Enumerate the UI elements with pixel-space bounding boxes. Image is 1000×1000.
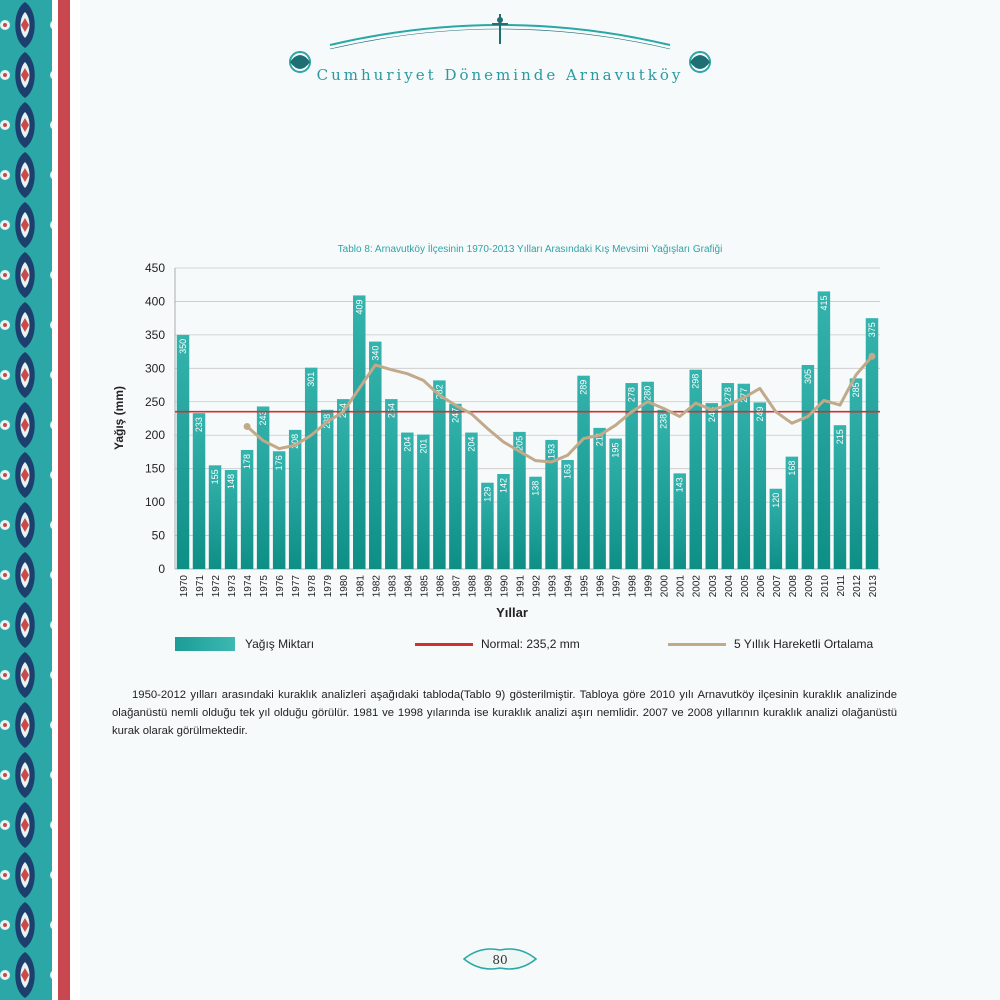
x-tick-label: 1990	[499, 575, 511, 598]
legend-moving-average	[668, 637, 873, 651]
page-number: 80	[492, 953, 508, 967]
bar-1981	[353, 295, 365, 569]
x-tick-label: 1981	[355, 575, 367, 598]
bar-value-label: 215	[834, 429, 845, 445]
bar-value-label: 238	[322, 413, 333, 429]
bar-value-label: 195	[610, 442, 621, 458]
bar-value-label: 415	[818, 295, 829, 311]
x-tick-label: 2009	[803, 575, 815, 598]
bar-value-label: 129	[482, 486, 493, 502]
y-axis-label: Yağış (mm)	[112, 385, 126, 451]
x-tick-label: 1989	[483, 575, 495, 598]
x-tick-label: 1984	[403, 575, 415, 598]
x-tick-label: 1992	[531, 575, 543, 598]
bar-value-label: 238	[658, 413, 669, 429]
legend-bar-label: Yağış Miktarı	[245, 637, 315, 651]
bar-value-label: 285	[850, 382, 861, 398]
bar-value-label: 168	[786, 460, 797, 476]
x-tick-label: 2001	[675, 575, 687, 598]
x-tick-label: 1970	[179, 575, 191, 598]
bar-1987	[449, 404, 461, 569]
bar-value-label: 289	[578, 379, 589, 395]
page-number-badge	[460, 944, 540, 974]
x-tick-label: 1971	[195, 575, 207, 598]
x-tick-label: 1991	[515, 575, 527, 598]
bar-value-label: 155	[210, 469, 221, 485]
y-tick-label: 250	[144, 394, 165, 409]
x-tick-label: 1999	[643, 575, 655, 598]
bar-value-label: 163	[562, 463, 573, 480]
x-tick-label: 1978	[307, 575, 319, 598]
bar-1975	[257, 406, 269, 569]
bar-value-label: 142	[498, 478, 509, 494]
legend-moving-average-label: 5 Yıllık Hareketli Ortalama	[734, 637, 874, 651]
bar-value-label: 148	[226, 474, 237, 490]
bar-1979	[321, 410, 333, 569]
x-tick-label: 2012	[851, 575, 863, 598]
y-tick-label: 300	[144, 361, 165, 376]
y-tick-label: 0	[158, 562, 165, 576]
x-tick-label: 1979	[323, 575, 335, 598]
x-tick-label: 2007	[771, 575, 783, 598]
legend-moving-average-swatch	[668, 643, 726, 646]
bar-value-label: 248	[706, 407, 717, 423]
x-tick-label: 1980	[339, 575, 351, 598]
header-title: Cumhuriyet Döneminde Arnavutköy	[316, 66, 684, 84]
bar-value-label: 350	[178, 338, 189, 354]
bar-value-label: 278	[626, 387, 637, 403]
bar-1986	[433, 380, 445, 569]
legend-bar-swatch	[175, 637, 235, 651]
x-tick-label: 1973	[227, 575, 239, 598]
bar-value-label: 301	[306, 371, 317, 387]
bar-1978	[305, 368, 317, 569]
bar-value-label: 298	[690, 373, 701, 389]
x-tick-label: 2000	[659, 575, 671, 598]
x-tick-label: 1985	[419, 575, 431, 598]
x-tick-label: 2003	[707, 575, 719, 598]
bar-value-label: 409	[354, 299, 365, 315]
bar-1977	[289, 430, 301, 569]
bar-value-label: 254	[338, 403, 349, 419]
bar-1988	[465, 433, 477, 569]
bar-value-label: 305	[802, 368, 813, 385]
bar-2000	[657, 410, 669, 569]
moving-average-start-dot	[244, 423, 251, 430]
x-tick-label: 1974	[243, 575, 255, 598]
bar-series	[177, 291, 878, 569]
x-tick-label: 1993	[547, 575, 559, 598]
bar-value-label: 120	[770, 492, 781, 508]
x-tick-label: 1995	[579, 575, 591, 598]
bar-2003	[706, 403, 718, 569]
x-tick-label: 1994	[563, 575, 575, 598]
bar-1970	[177, 335, 189, 569]
bar-value-label: 193	[546, 443, 557, 459]
y-axis-ticks	[145, 261, 165, 576]
x-tick-label: 2010	[819, 575, 831, 598]
bar-value-label: 211	[594, 431, 605, 447]
bar-value-label: 204	[466, 436, 477, 452]
legend-bar	[175, 637, 314, 651]
bar-1980	[337, 399, 349, 569]
x-tick-label: 1982	[371, 575, 383, 598]
x-axis-ticks	[179, 575, 879, 598]
bar-value-label: 375	[866, 322, 877, 338]
y-tick-label: 350	[144, 327, 165, 342]
bar-value-label: 138	[530, 480, 541, 496]
x-tick-label: 1976	[275, 575, 287, 598]
bar-value-label: 176	[274, 455, 285, 471]
bar-value-label: 143	[674, 477, 685, 493]
x-tick-label: 1975	[259, 575, 271, 598]
x-tick-label: 1972	[211, 575, 223, 598]
legend-normal	[415, 637, 580, 651]
bar-1984	[401, 433, 413, 569]
x-tick-label: 1987	[451, 575, 463, 598]
x-axis-label: Yıllar	[496, 605, 528, 620]
bar-value-label: 233	[194, 417, 205, 433]
y-tick-label: 200	[144, 428, 165, 443]
bar-value-label: 205	[514, 435, 525, 451]
moving-average-end-dot	[868, 353, 875, 360]
y-tick-label: 100	[144, 495, 165, 510]
x-tick-label: 2011	[835, 575, 847, 597]
bar-value-label: 282	[434, 384, 445, 400]
x-tick-label: 1977	[291, 575, 303, 598]
x-tick-label: 1998	[627, 575, 639, 598]
x-tick-label: 1988	[467, 575, 479, 598]
y-tick-label: 450	[144, 261, 165, 275]
legend-normal-label: Normal: 235,2 mm	[481, 637, 580, 651]
bar-2002	[689, 370, 701, 569]
x-tick-label: 2004	[723, 575, 735, 598]
bar-2009	[802, 365, 814, 569]
bar-1983	[385, 399, 397, 569]
bar-1996	[593, 428, 605, 569]
y-tick-label: 400	[144, 294, 165, 309]
bar-1982	[369, 342, 381, 569]
bar-2012	[850, 378, 862, 569]
bar-value-label: 178	[242, 453, 253, 469]
x-tick-label: 1996	[595, 575, 607, 598]
legend-normal-swatch	[415, 643, 473, 646]
bar-value-label: 254	[386, 403, 397, 419]
x-tick-label: 1997	[611, 575, 623, 598]
bar-1971	[193, 413, 205, 569]
bar-value-label: 280	[642, 385, 653, 401]
bar-2010	[818, 291, 830, 569]
x-tick-label: 1983	[387, 575, 399, 598]
bar-value-label: 278	[722, 387, 733, 403]
bar-value-label: 204	[402, 436, 413, 452]
bar-value-label: 208	[290, 433, 301, 449]
bar-value-label: 249	[754, 406, 765, 422]
x-tick-label: 1986	[435, 575, 447, 598]
bar-value-label: 201	[418, 438, 429, 454]
y-tick-label: 150	[144, 461, 165, 476]
bar-2006	[754, 402, 766, 569]
bar-value-label: 243	[258, 410, 269, 426]
y-tick-label: 50	[151, 528, 165, 543]
bar-1985	[417, 435, 429, 569]
x-tick-label: 2002	[691, 575, 703, 598]
bar-value-label: 340	[370, 345, 381, 361]
bar-value-label: 247	[450, 407, 461, 423]
x-tick-label: 2005	[739, 575, 751, 598]
bar-1995	[577, 376, 589, 569]
chart-title: Tablo 8: Arnavutköy İlçesinin 1970-2013 Yılları Arasındaki Kış Mevsimi Yağışları Grafiği	[337, 244, 723, 255]
bar-value-label: 277	[738, 387, 749, 403]
bar-1999	[641, 382, 653, 569]
x-tick-label: 2008	[787, 575, 799, 598]
body-paragraph: 1950-2012 yılları arasındaki kuraklık analizleri aşağıdaki tabloda(Tablo 9) gösterilmiştir. Tabloya göre 2010 yılı Arnavutköy ilçesinin kuraklık analizinde olağanüstü nemli olduğu tek yıl olduğu görülür. 1981 ve 1998 yılarında ise kuraklık analizi aşırı nemlidir. 2007 ve 2008 yıllarının kuraklık analizi olağanüstü kurak olarak görülmektedir.	[112, 689, 897, 737]
bar-2011	[834, 425, 846, 569]
x-tick-label: 2006	[755, 575, 767, 598]
x-tick-label: 2013	[867, 575, 879, 598]
